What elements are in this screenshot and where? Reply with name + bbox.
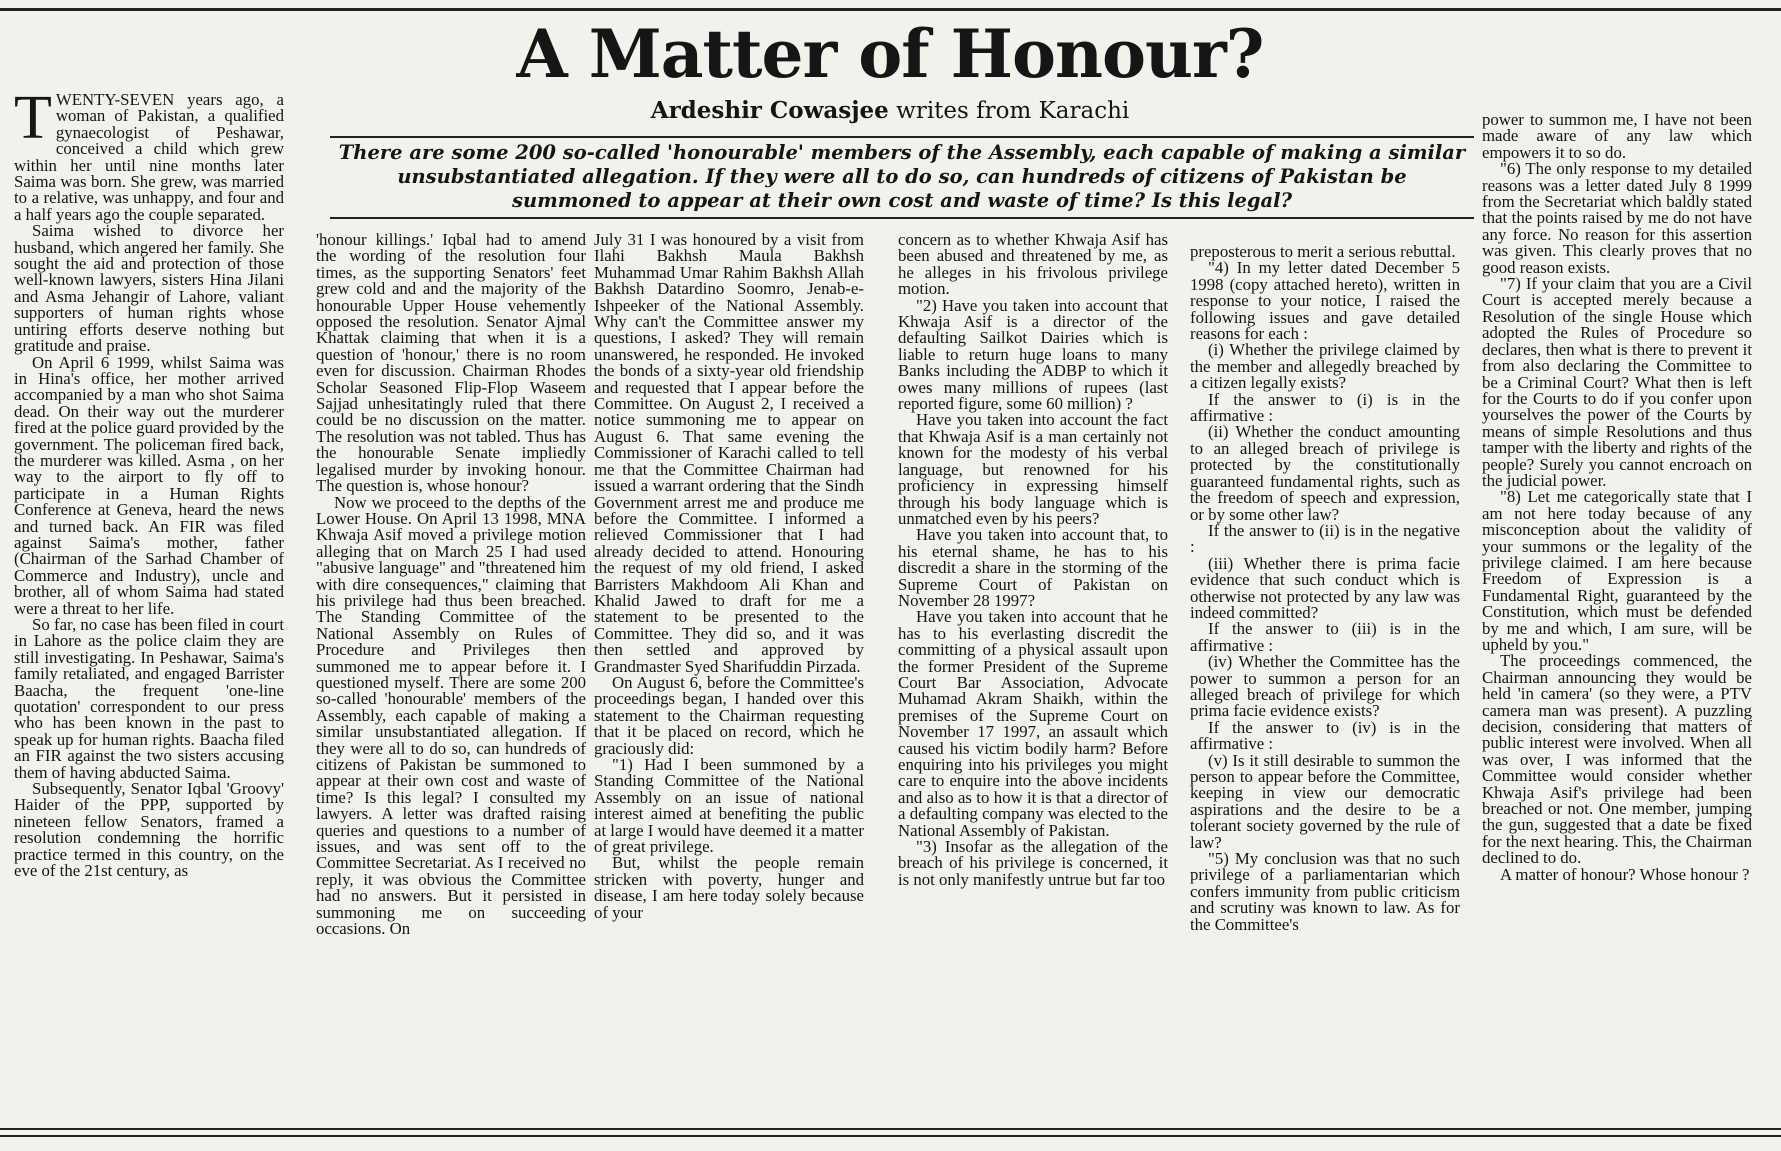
column-6 — [1482, 112, 1752, 1126]
pull-quote: There are some 200 so-called 'honourable' members of the Assembly, each capable of making a similar unsubstantiated allegation. If they were all to do so, can hundreds of citizens of Pakistan be summoned to appear at their own cost and waste of time? Is this legal? — [330, 136, 1474, 219]
paragraph: "3) Insofar as the allegation of the breach of his privilege is concerned, it is not only manifestly untrue but far too — [898, 837, 1168, 889]
paragraph: July 31 I was honoured by a visit from Ilahi Bakhsh Maula Bakhsh Muhammad Umar Rahim Bakhsh Allah Bakhsh Datardino Soomro, Jenab-e-Ishpeeker of the National Assembly. Why can't the Committee answer my questions, I asked? They will remain unanswered, he responded. He invoked the bonds of a sixty-year old friendship and requested that I appear before the Committee. On August 2, I received a notice summoning me to appear on August 6. That same evening the Commissioner of Karachi called to tell me that the Committee Chairman had issued a warrant ordering that the Sindh Government arrest me and produce me before the Committee. I informed a relieved Commissioner that I had already decided to attend. Honouring the request of my old friend, I asked Barristers Makhdoom Ali Khan and Khalid Jawed to draft for me a statement to be presented to the Committee. They did so, and it was then settled and approved by Grandmaster Syed Sharifuddin Pirzada. — [594, 232, 864, 676]
column-5 — [1190, 244, 1460, 1126]
column-1 — [14, 92, 284, 1126]
paragraph: If the answer to (i) is in the affirmative : — [1190, 389, 1460, 426]
paragraph: "6) The only response to my detailed reasons was a letter dated July 8 1999 from the Secretariat which baldly stated that the points raised by me do not have any force. No reason for this assertion was given. This clearly proves that no good reason exists. — [1482, 159, 1752, 277]
headline: A Matter of Honour? — [516, 15, 1264, 93]
paragraph: "7) If your claim that you are a Civil Court is accepted merely because a Resolution of the single House which adopted the Rules of Procedure so declares, then what is there to prevent it from also declaring the Committee to be a Criminal Court? What then is left for the Courts to do if you confer upon yourselves the power of the Courts by means of simple Resolutions and thus tamper with the liberty and rights of the people? Surely you cannot encroach on the judicial power. — [1482, 274, 1752, 490]
paragraph: Now we proceed to the depths of the Lower House. On April 13 1998, MNA Khwaja Asif moved a privilege motion alleging that on March 25 I had used "abusive language" and "threatened him with dire consequences," claiming that his privilege had thus been breached. The Standing Committee of the National Assembly on Rules of Procedure and Privileges then summoned me to appear before it. I questioned myself. There are some 200 so-called 'honourable' members of the Assembly, each capable of making a similar unsubstantiated allegation. If they were all to do so, can hundreds of citizens of Pakistan be summoned to appear at their own cost and waste of time? Is this legal? I consulted my lawyers. A letter was drafted raising queries and questions to a number of issues, and was sent off to the Committee Secretariat. As I received no reply, it was obvious the Committee had no answers. But it persisted in summoning me on succeeding occasions. On — [316, 492, 586, 939]
paragraph: preposterous to merit a serious rebuttal. — [1190, 244, 1456, 261]
paragraph: Saima wished to divorce her husband, which angered her family. She sought the aid and protection of those well-known lawyers, sisters Hina Jilani and Asma Jehangir of Lahore, valiant supporters of human rights whose untiring efforts deserve nothing but gratitude and praise. — [14, 221, 284, 356]
paragraph: So far, no case has been filed in court in Lahore as the police claim they are still investigating. In Peshawar, Saima's family retaliated, and engaged Barrister Baacha, the frequent 'one-line quotation' correspondent to our press who has been known in the past to speak up for human rights. Baacha filed an FIR against the two sisters accusing them of having abducted Saima. — [14, 615, 284, 782]
paragraph: Have you taken into account the fact that Khwaja Asif is a man certainly not known for the modesty of his verbal language, but renowned for his proficiency in expressing himself through his body language which is unmatched even by his peers? — [898, 410, 1168, 528]
bottom-rule — [0, 1128, 1781, 1137]
paragraph: (i) Whether the privilege claimed by the member and allegedly breached by a citizen legally exists? — [1190, 340, 1460, 393]
paragraph: If the answer to (iv) is in the affirmative : — [1190, 717, 1460, 754]
column-4 — [898, 232, 1168, 1126]
paragraph: If the answer to (ii) is in the negative : — [1190, 520, 1460, 557]
paragraph-text: WENTY-SEVEN years ago, a woman of Pakistan, a qualified gynaecologist of Peshawar, conceived a child which grew within her until nine months later Saima was born. She grew, was married to a relative, was unhappy, and four and a half years ago the couple separated. — [14, 92, 284, 224]
paragraph: "1) Had I been summoned by a Standing Committee of the National Assembly on an issue of national interest aimed at benefiting the public at large I would have deemed it a matter of great privilege. — [594, 755, 864, 857]
paragraph: "2) Have you taken into account that Khwaja Asif is a director of the defaulting Sailkot Dairies which is liable to return huge loans to many Banks including the ADBP to which it owes many millions of rupees (last reported figure, some 60 million) ? — [898, 295, 1168, 414]
paragraph: power to summon me, I have not been made aware of any law which empowers it to so do. — [1482, 112, 1752, 162]
byline-author: Ardeshir Cowasjee — [650, 97, 889, 124]
paragraph: "4) In my letter dated December 5 1998 (copy attached hereto), written in response to your notice, I raised the following issues and gave detailed reasons for each : — [1190, 258, 1460, 344]
paragraph: "5) My conclusion was that no such privilege of a parliamentarian which confers immunity from public criticism and scrutiny was known to law. As for the Committee's — [1190, 849, 1460, 934]
byline — [330, 96, 1450, 126]
paragraph: (iii) Whether there is prima facie evidence that such conduct which is otherwise not protected by any law was indeed committed? — [1190, 553, 1460, 622]
paragraph: Have you taken into account that, to his eternal shame, he has to his discredit a share in the storming of the Supreme Court of Pakistan on November 28 1997? — [898, 525, 1168, 610]
byline-location: writes from Karachi — [888, 98, 1130, 124]
paragraph: "8) Let me categorically state that I am not here today because of any misconception about the validity of your summons or the legality of the privilege claimed. I am here because Freedom of Expression is a Fundamental Right, guaranteed by the Constitution, which must be defended by me and which, I am sure, will be upheld by you." — [1482, 487, 1752, 654]
paragraph: On April 6 1999, whilst Saima was in Hina's office, her mother arrived accompanied by a man who shot Saima dead. On their way out the murderer fired at the police guard provided by the government. The policeman fired back, the murderer was killed. Asma , on her way to the airport to fly off to participate in a Human Rights Conference at Geneva, heard the news and turned back. An FIR was filed against Saima's mother, father (Chairman of the Sarhad Chamber of Commerce and Industry), uncle and brother, all of whom Saima had stated were a threat to her life. — [14, 352, 284, 618]
column-2 — [316, 232, 586, 1126]
paragraph: concern as to whether Khwaja Asif has been abused and threatened by me, as he alleges in his frivolous privilege motion. — [898, 232, 1168, 299]
paragraph: The proceedings commenced, the Chairman announcing they would be held 'in camera' (so they were, a PTV camera man was present). A puzzling decision, considering that matters of public interest were involved. When all was over, I was informed that the Committee would consider whether Khwaja Asif's privilege had been breached or not. One member, jumping the gun, suggested that a date be fixed for the next hearing. This, the Chairman declined to do. — [1482, 651, 1752, 868]
paragraph: If the answer to (iii) is in the affirmative : — [1190, 619, 1460, 655]
paragraph: (iv) Whether the Committee has the power to summon a person for an alleged breach of privilege for which prima facie evidence exists? — [1190, 652, 1460, 721]
paragraph: But, whilst the people remain stricken with poverty, hunger and disease, I am here today solely because of your — [594, 853, 864, 922]
paragraph: (ii) Whether the conduct amounting to an alleged breach of privilege is protected by the constitutionally guaranteed fundamental rights, such as the freedom of speech and expression, or by some other law? — [1190, 422, 1460, 524]
paragraph: Subsequently, Senator Iqbal 'Groovy' Haider of the PPP, supported by nineteen fellow Senators, framed a resolution condemning the horrific practice termed in this country, on the eve of the 21st century, as — [14, 779, 284, 881]
paragraph: A matter of honour? Whose honour ? — [1500, 864, 1750, 884]
paragraph: 'honour killings.' Iqbal had to amend the wording of the resolution four times, as the supporting Senators' feet grew cold and and the majority of the honourable Upper House vehemently opposed the resolution. Senator Ajmal Khattak claiming that when it is a question of 'honour,' there is no room even for discussion. Chairman Rhodes Scholar Seasoned Flip-Flop Waseem Sajjad unhesitatingly ruled that there could be no discussion on the matter. The resolution was not tabled. Thus has the honourable Senate impliedly legalised murder by invoking honour. The question is, whose honour? — [316, 232, 586, 496]
paragraph: (v) Is it still desirable to summon the person to appear before the Committee, keeping in view our democratic aspirations and the desire to be a tolerant society governed by the rule of law? — [1190, 750, 1460, 852]
paragraph: Have you taken into account that he has to his everlasting discredit the committing of a physical assault upon the former President of the Supreme Court Bar Association, Advocate Muhamad Akram Shaikh, within the premises of the Supreme Court on November 17 1997, an assault which caused his victim bodily harm? Before enquiring into his privileges you might care to enquire into the above incidents and also as to how it is that a director of a defaulting company was elected to the National Assembly of Pakistan. — [898, 607, 1168, 840]
paragraph — [14, 92, 284, 223]
column-3 — [594, 232, 864, 1126]
top-rule — [0, 8, 1781, 11]
paragraph: On August 6, before the Committee's proceedings began, I handed over this statement to the Chairman requesting that it be placed on record, which he graciously did: — [594, 672, 864, 758]
drop-cap: T — [14, 92, 52, 152]
